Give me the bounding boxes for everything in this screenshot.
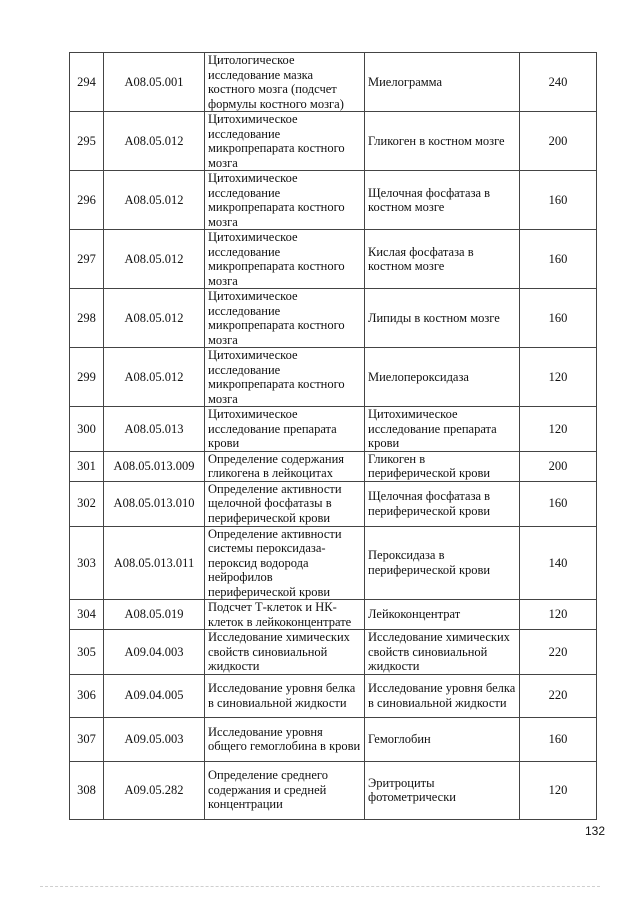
- page-number: 132: [585, 824, 606, 838]
- service-code-cell: A08.05.019: [104, 600, 205, 630]
- table-body: [70, 53, 597, 820]
- row-number-cell: 298: [70, 289, 104, 348]
- result-name-cell: Лейкоконцентрат: [365, 600, 520, 630]
- table-row: [70, 526, 597, 600]
- result-name-cell: Эритроциты фотометрически: [365, 761, 520, 819]
- result-name-cell: Кислая фосфатаза в костном мозге: [365, 230, 520, 289]
- row-number-cell: 299: [70, 348, 104, 407]
- service-code-cell: A09.04.005: [104, 674, 205, 717]
- result-name-cell: Миелограмма: [365, 53, 520, 112]
- table-row: [70, 407, 597, 452]
- table-row: [70, 481, 597, 526]
- service-name-cell: Цитохимическое исследование микропрепарата костного мозга: [205, 348, 365, 407]
- service-name-cell: Определение активности системы пероксидаза-пероксид водорода нейрофилов периферической крови: [205, 526, 365, 600]
- table-row: [70, 112, 597, 171]
- service-code-cell: A08.05.013.011: [104, 526, 205, 600]
- row-number-cell: 300: [70, 407, 104, 452]
- price-cell: 200: [520, 112, 597, 171]
- service-code-cell: A08.05.012: [104, 348, 205, 407]
- result-name-cell: Пероксидаза в периферической крови: [365, 526, 520, 600]
- service-name-cell: Цитохимическое исследование микропрепарата костного мозга: [205, 112, 365, 171]
- result-name-cell: Гликоген в костном мозге: [365, 112, 520, 171]
- table-row: [70, 630, 597, 675]
- service-code-cell: A08.05.012: [104, 289, 205, 348]
- service-code-cell: A08.05.013: [104, 407, 205, 452]
- service-name-cell: Определение активности щелочной фосфатазы в периферической крови: [205, 481, 365, 526]
- table-row: [70, 761, 597, 819]
- row-number-cell: 302: [70, 481, 104, 526]
- table-row: [70, 674, 597, 717]
- service-code-cell: A08.05.012: [104, 230, 205, 289]
- row-number-cell: 308: [70, 761, 104, 819]
- price-list-table: [69, 52, 597, 820]
- result-name-cell: Липиды в костном мозге: [365, 289, 520, 348]
- service-code-cell: A08.05.013.009: [104, 451, 205, 481]
- service-code-cell: A08.05.001: [104, 53, 205, 112]
- service-code-cell: A09.04.003: [104, 630, 205, 675]
- row-number-cell: 307: [70, 717, 104, 761]
- table-row: [70, 230, 597, 289]
- row-number-cell: 304: [70, 600, 104, 630]
- price-cell: 220: [520, 674, 597, 717]
- table-row: [70, 348, 597, 407]
- result-name-cell: Исследование химических свойств синовиальной жидкости: [365, 630, 520, 675]
- result-name-cell: Гемоглобин: [365, 717, 520, 761]
- scan-edge-divider: [40, 886, 600, 887]
- table-row: [70, 600, 597, 630]
- result-name-cell: Щелочная фосфатаза в периферической крови: [365, 481, 520, 526]
- service-name-cell: Исследование уровня общего гемоглобина в крови: [205, 717, 365, 761]
- service-name-cell: Подсчет Т-клеток и НК-клеток в лейкоконцентрате: [205, 600, 365, 630]
- table-row: [70, 171, 597, 230]
- price-cell: 140: [520, 526, 597, 600]
- result-name-cell: Миелопероксидаза: [365, 348, 520, 407]
- service-code-cell: A09.05.003: [104, 717, 205, 761]
- row-number-cell: 297: [70, 230, 104, 289]
- row-number-cell: 295: [70, 112, 104, 171]
- service-name-cell: Исследование химических свойств синовиальной жидкости: [205, 630, 365, 675]
- service-name-cell: Исследование уровня белка в синовиальной жидкости: [205, 674, 365, 717]
- service-code-cell: A09.05.282: [104, 761, 205, 819]
- price-cell: 160: [520, 717, 597, 761]
- row-number-cell: 303: [70, 526, 104, 600]
- table-row: [70, 53, 597, 112]
- service-name-cell: Цитологическое исследование мазка костного мозга (подсчет формулы костного мозга): [205, 53, 365, 112]
- price-cell: 160: [520, 481, 597, 526]
- price-cell: 240: [520, 53, 597, 112]
- table-row: [70, 717, 597, 761]
- service-code-cell: A08.05.012: [104, 112, 205, 171]
- price-cell: 200: [520, 451, 597, 481]
- price-cell: 120: [520, 407, 597, 452]
- service-name-cell: Цитохимическое исследование препарата крови: [205, 407, 365, 452]
- result-name-cell: Цитохимическое исследование препарата крови: [365, 407, 520, 452]
- row-number-cell: 305: [70, 630, 104, 675]
- result-name-cell: Щелочная фосфатаза в костном мозге: [365, 171, 520, 230]
- price-cell: 160: [520, 289, 597, 348]
- price-cell: 160: [520, 171, 597, 230]
- price-cell: 120: [520, 348, 597, 407]
- row-number-cell: 296: [70, 171, 104, 230]
- row-number-cell: 301: [70, 451, 104, 481]
- service-name-cell: Цитохимическое исследование микропрепарата костного мозга: [205, 289, 365, 348]
- price-cell: 220: [520, 630, 597, 675]
- service-name-cell: Определение среднего содержания и средней концентрации: [205, 761, 365, 819]
- service-code-cell: A08.05.013.010: [104, 481, 205, 526]
- result-name-cell: Исследование уровня белка в синовиальной жидкости: [365, 674, 520, 717]
- service-code-cell: A08.05.012: [104, 171, 205, 230]
- row-number-cell: 294: [70, 53, 104, 112]
- price-cell: 120: [520, 600, 597, 630]
- table-row: [70, 289, 597, 348]
- service-name-cell: Определение содержания гликогена в лейкоцитах: [205, 451, 365, 481]
- price-cell: 160: [520, 230, 597, 289]
- row-number-cell: 306: [70, 674, 104, 717]
- service-name-cell: Цитохимическое исследование микропрепарата костного мозга: [205, 171, 365, 230]
- price-cell: 120: [520, 761, 597, 819]
- result-name-cell: Гликоген в периферической крови: [365, 451, 520, 481]
- table-row: [70, 451, 597, 481]
- service-name-cell: Цитохимическое исследование микропрепарата костного мозга: [205, 230, 365, 289]
